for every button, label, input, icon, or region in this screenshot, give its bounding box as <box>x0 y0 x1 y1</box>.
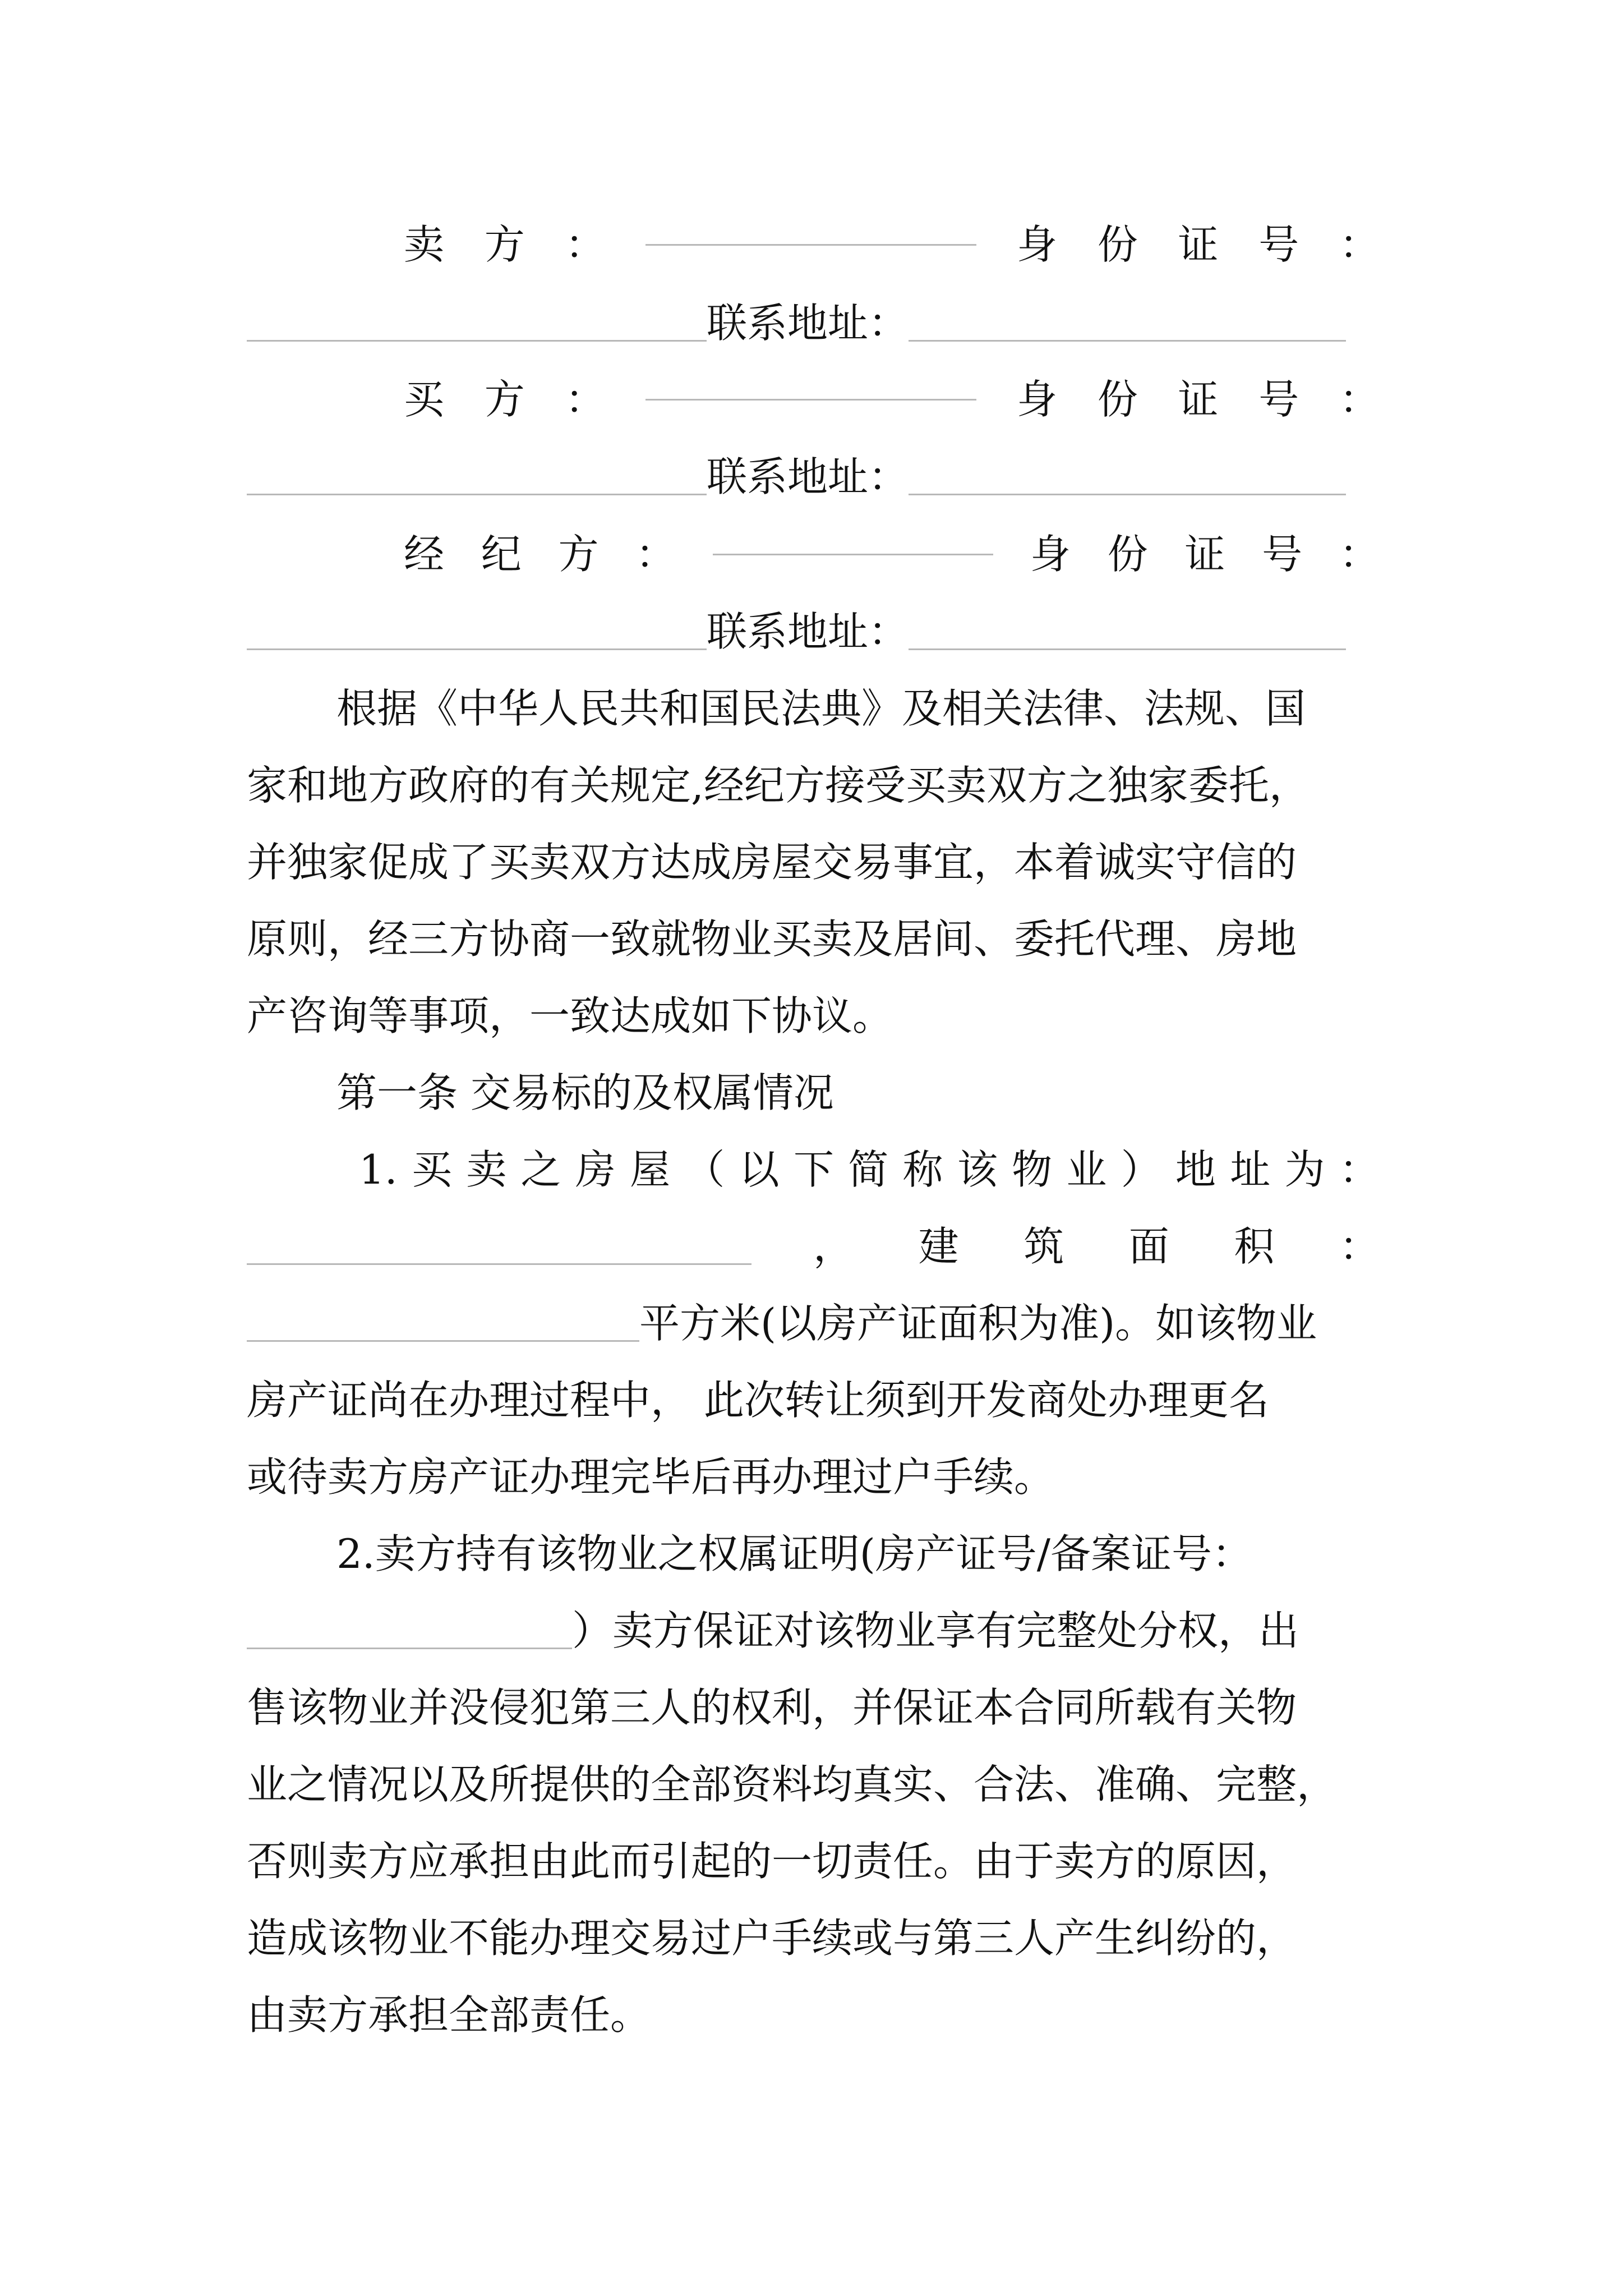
article-1-title: 第一条 交易标的及权属情况 <box>336 1069 834 1116</box>
buyer-address-blank[interactable] <box>909 493 1346 495</box>
seller-id-2: 份 <box>1097 221 1138 268</box>
buyer-id-3: 证 <box>1178 376 1219 423</box>
buyer-label-2: 方 <box>484 376 525 423</box>
item-2-line-6: 造成该物业不能办理交易过户手续或与第三人产生纠纷的， <box>247 1915 1297 1962</box>
item-1-char: 该 <box>957 1146 998 1193</box>
item-2-line-2 <box>247 1591 1380 1670</box>
preamble-line-1: 根据《中华人民共和国民法典》及相关法律、法规、国 <box>336 685 1306 732</box>
seller-row <box>404 205 1380 284</box>
seller-name-blank[interactable] <box>645 243 976 246</box>
buyer-id-2: 份 <box>1097 376 1138 423</box>
agent-label-2: 纪 <box>481 531 522 578</box>
agent-id-5: ： <box>1339 531 1380 578</box>
seller-label-3: ： <box>565 221 606 268</box>
buyer-address-row <box>247 438 1380 516</box>
item-2-line-3: 售该物业并没侵犯第三人的权利，并保证本合同所载有关物 <box>247 1684 1297 1731</box>
item-1-char: 筑 <box>1023 1223 1064 1270</box>
buyer-row <box>404 360 1380 439</box>
agent-label-3: 方 <box>558 531 599 578</box>
item-1-char: 买 <box>411 1146 452 1193</box>
agent-id-3: 证 <box>1184 531 1225 578</box>
agent-label-1: 经 <box>404 531 445 578</box>
item-1-char: 面 <box>1128 1223 1169 1270</box>
preamble-line-2: 家和地方政府的有关规定,经纪方接受买卖双方之独家委托， <box>247 762 1310 809</box>
certificate-number-blank[interactable] <box>247 1647 572 1649</box>
agent-label-4: ： <box>635 531 676 578</box>
seller-id-3: 证 <box>1178 221 1219 268</box>
item-1-char: 房 <box>575 1146 616 1193</box>
agent-id-2: 份 <box>1107 531 1148 578</box>
item-1-char: 卖 <box>466 1146 507 1193</box>
item-1-line-4: 房产证尚在办理过程中， 此次转让须到开发商处办理更名 <box>247 1377 1269 1424</box>
preamble-line-3: 并独家促成了买卖双方达成房屋交易事宜，本着诚实守信的 <box>247 839 1297 886</box>
agent-address-label: 联系地址： <box>707 608 909 655</box>
item-1-char: ） <box>1121 1146 1161 1193</box>
buyer-id-1: 身 <box>1016 376 1057 423</box>
item-1-char: （ <box>684 1146 725 1193</box>
item-1-char: 屋 <box>630 1146 671 1193</box>
item-1-char: 之 <box>520 1146 561 1193</box>
item-2-line-7: 由卖方承担全部责任。 <box>247 1991 651 2039</box>
item-1-char: 简 <box>848 1146 889 1193</box>
item-2-line-1: 2.卖方持有该物业之权属证明(房产证号/备案证号： <box>336 1530 1253 1577</box>
buyer-id-4: 号 <box>1258 376 1299 423</box>
item-1-char: 积 <box>1234 1223 1275 1270</box>
property-address-blank[interactable] <box>247 1263 751 1265</box>
agent-id-4: 号 <box>1262 531 1303 578</box>
item-1-char: 以 <box>739 1146 780 1193</box>
buyer-label-1: 买 <box>404 376 445 423</box>
item-1-char: 下 <box>793 1146 834 1193</box>
seller-id-5: ： <box>1339 221 1380 268</box>
agent-name-blank[interactable] <box>713 553 993 555</box>
item-1-char: ： <box>1339 1223 1380 1270</box>
buyer-id-5: ： <box>1339 376 1380 423</box>
buyer-label-3: ： <box>565 376 606 423</box>
seller-label-2: 方 <box>484 221 525 268</box>
seller-address-row <box>247 284 1380 362</box>
preamble-line-4: 原则，经三方协商一致就物业买卖及居间、委托代理、房地 <box>247 915 1297 963</box>
item-1-char: ： <box>1339 1146 1380 1193</box>
item-1-line-1 <box>359 1130 1380 1209</box>
preamble-line-5: 产咨询等事项，一致达成如下协议。 <box>247 992 893 1039</box>
item-1-char: 址 <box>1230 1146 1271 1193</box>
seller-label-1: 卖 <box>404 221 445 268</box>
seller-id-blank[interactable] <box>247 339 707 342</box>
seller-id-1: 身 <box>1016 221 1057 268</box>
buyer-name-blank[interactable] <box>645 398 976 401</box>
item-1-char: 建 <box>918 1223 959 1270</box>
item-1-line-3-text: 平方米(以房产证面积为准)。如该物业 <box>639 1300 1317 1347</box>
buyer-id-blank[interactable] <box>247 493 707 495</box>
item-1-char: 物 <box>1012 1146 1053 1193</box>
building-area-blank[interactable] <box>247 1340 639 1342</box>
item-2-line-2-text: ）卖方保证对该物业享有完整处分权，出 <box>572 1607 1299 1654</box>
agent-id-1: 身 <box>1030 531 1071 578</box>
item-2-line-5: 否则卖方应承担由此而引起的一切责任。由于卖方的原因， <box>247 1838 1297 1885</box>
item-2-line-4: 业之情况以及所提供的全部资料均真实、合法、准确、完整， <box>247 1761 1338 1808</box>
agent-id-blank[interactable] <box>247 648 707 650</box>
agent-address-blank[interactable] <box>909 648 1346 650</box>
seller-id-4: 号 <box>1258 221 1299 268</box>
seller-address-label: 联系地址： <box>707 300 909 347</box>
item-1-char: 地 <box>1175 1146 1216 1193</box>
buyer-address-label: 联系地址： <box>707 453 909 500</box>
seller-address-blank[interactable] <box>909 339 1346 342</box>
item-1-char: ， <box>813 1223 854 1270</box>
item-1-char: 业 <box>1066 1146 1107 1193</box>
agent-row <box>404 515 1380 593</box>
item-1-line-3 <box>247 1284 1380 1363</box>
item-1-char: 1. <box>359 1146 398 1193</box>
agent-address-row <box>247 592 1380 671</box>
item-1-line-2-text <box>813 1207 1380 1286</box>
item-1-line-5: 或待卖方房产证办理完毕后再办理过户手续。 <box>247 1453 1055 1501</box>
item-1-char: 称 <box>902 1146 943 1193</box>
item-1-char: 为 <box>1284 1146 1325 1193</box>
